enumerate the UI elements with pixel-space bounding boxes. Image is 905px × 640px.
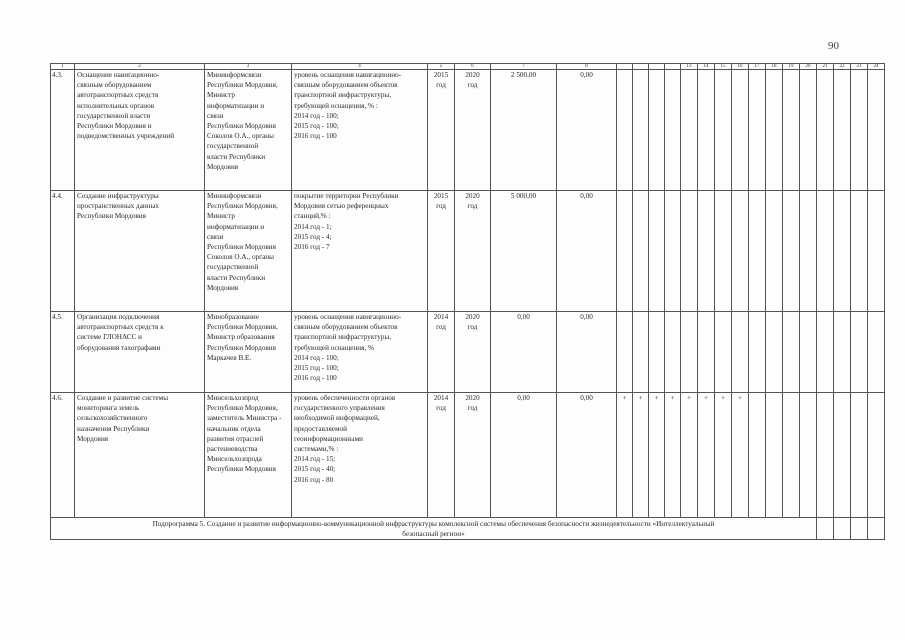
indicator-line: уровень оснащения навигационно- — [294, 71, 402, 79]
empty-cell — [766, 312, 783, 393]
indicator-line: уровень оснащения навигационно- — [294, 313, 402, 321]
indicator — [292, 393, 428, 518]
start-year-line: 2014 — [433, 313, 449, 321]
executor — [205, 191, 292, 312]
activity-name-line: исполнительных органов — [77, 101, 155, 110]
indicator-line: транспортной инфраструктуры, — [294, 91, 392, 100]
activity-name-line: автотранспортных средств — [77, 91, 159, 100]
indicator-line: уровень обеспеченности органов — [294, 394, 396, 402]
empty-cell — [834, 393, 851, 518]
header-cell: 16 — [732, 64, 749, 70]
executor-line: Республики Мордовия, — [207, 323, 278, 332]
empty-cell — [834, 312, 851, 393]
indicator-line: 2014 год - 100; — [294, 111, 339, 120]
indicator-line: геоинформационными — [294, 434, 363, 443]
executor-line: Республики Мордовия — [207, 122, 276, 131]
activity-name-line: сельскохозяйственного — [77, 414, 148, 423]
indicator-line: требующей оснащения, % — [294, 343, 375, 352]
header-cell: 6 — [455, 64, 491, 70]
empty-cell — [851, 518, 868, 540]
header-cell: 21 — [817, 64, 834, 70]
indicator-line: 2014 год - 15; — [294, 455, 336, 464]
empty-cell — [649, 191, 665, 312]
empty-cell — [868, 191, 885, 312]
indicator — [292, 312, 428, 393]
empty-cell — [783, 191, 800, 312]
start-year-line: год — [436, 404, 446, 413]
empty-cell — [732, 191, 749, 312]
start-year — [428, 312, 455, 393]
activity-name — [75, 393, 205, 518]
empty-cell — [800, 70, 817, 191]
empty-cell — [665, 312, 681, 393]
executor-line: Республики Мордовия, — [207, 202, 278, 211]
header-cell: 19 — [783, 64, 800, 70]
indicator-line: 2016 год - 100 — [294, 374, 337, 383]
activity-name-line: оборудования тахографами — [77, 343, 161, 352]
empty-cell — [633, 312, 649, 393]
page-number: 90 — [828, 40, 839, 52]
executor-line: Мордовия — [207, 283, 239, 292]
indicator-line: транспортной инфраструктуры, — [294, 333, 392, 342]
indicator-line: государственного управления — [294, 404, 385, 413]
indicator — [292, 70, 428, 191]
row-number: 4.5. — [51, 312, 75, 393]
empty-cell — [766, 191, 783, 312]
plus-mark: + — [681, 393, 698, 518]
empty-cell — [817, 312, 834, 393]
header-cell: 22 — [834, 64, 851, 70]
activity-name — [75, 70, 205, 191]
end-year-line: год — [467, 202, 478, 211]
activity-name-line: Мордовия — [77, 434, 109, 443]
empty-cell — [681, 70, 698, 191]
start-year-line: 2014 — [433, 394, 449, 402]
executor-line: государственной — [207, 263, 259, 272]
indicator-line: 2015 год - 4; — [294, 232, 332, 241]
empty-cell — [817, 518, 834, 540]
end-year — [455, 70, 491, 191]
start-year-line: год — [436, 202, 446, 211]
empty-cell — [715, 312, 732, 393]
funding-amount-2: 0,00 — [557, 70, 617, 191]
executor — [205, 393, 292, 518]
empty-cell — [649, 312, 665, 393]
empty-cell — [633, 191, 649, 312]
executor-line: Республики Мордовия — [207, 243, 276, 252]
end-year-line: 2020 — [465, 192, 480, 200]
activity-name-line: Создание инфраструктуры — [77, 192, 159, 200]
executor-line: государственной — [207, 142, 259, 151]
indicator-line: 2016 год - 80 — [294, 475, 334, 484]
executor — [205, 312, 292, 393]
header-cell: 13 — [681, 64, 698, 70]
empty-cell — [715, 70, 732, 191]
executor-line: Республики Мордовия, — [207, 81, 278, 90]
executor-line: Мининформсвязи — [207, 71, 262, 79]
funding-amount-2: 0,00 — [557, 312, 617, 393]
empty-cell — [783, 312, 800, 393]
header-cell: 3 — [205, 64, 292, 70]
activity-name — [75, 191, 205, 312]
empty-cell — [868, 393, 885, 518]
empty-cell — [800, 191, 817, 312]
executor-line: развития отраслей — [207, 434, 264, 443]
empty-cell — [783, 70, 800, 191]
indicator-line: связным оборудованием объектов — [294, 323, 398, 332]
start-year-line: год — [436, 81, 446, 90]
plus-mark: + — [715, 393, 732, 518]
executor-line: Министр образования — [207, 333, 275, 342]
executor-line: связи — [207, 232, 224, 241]
executor-line: информатизации и — [207, 222, 265, 231]
empty-cell — [698, 191, 715, 312]
empty-cell — [800, 393, 817, 518]
empty-cell — [766, 393, 783, 518]
end-year-line: год — [467, 81, 478, 90]
start-year — [428, 393, 455, 518]
empty-cell — [851, 393, 868, 518]
plus-mark: + — [617, 393, 633, 518]
empty-cell — [617, 312, 633, 393]
activity-name-line: пространственных данных — [77, 202, 160, 211]
table-row — [51, 70, 885, 191]
empty-cell — [617, 70, 633, 191]
empty-cell — [681, 191, 698, 312]
end-year-line: год — [467, 404, 478, 413]
empty-cell — [800, 312, 817, 393]
table-row — [51, 393, 885, 518]
empty-cell — [868, 312, 885, 393]
end-year-line: 2020 — [465, 394, 480, 402]
empty-cell — [868, 518, 885, 540]
executor-line: Республики Мордовия — [207, 343, 276, 352]
end-year-line: 2020 — [465, 313, 480, 321]
indicator-line: 2014 год - 100; — [294, 353, 339, 362]
executor-line: Минсельхозпрода — [207, 455, 262, 464]
executor-line: заместитель Министра - — [207, 414, 282, 423]
empty-cell — [783, 393, 800, 518]
activity-name-line: мониторинга земель — [77, 404, 140, 413]
header-cell: 15 — [715, 64, 732, 70]
empty-cell — [749, 70, 766, 191]
indicator-line: 2016 год - 100 — [294, 132, 337, 141]
empty-cell — [649, 70, 665, 191]
header-cell: 24 — [868, 64, 885, 70]
plus-mark: + — [665, 393, 681, 518]
row-number: 4.4. — [51, 191, 75, 312]
empty-cell — [851, 191, 868, 312]
funding-amount-2: 0,00 — [557, 191, 617, 312]
empty-cell — [834, 518, 851, 540]
activity-name-line: связным оборудованием — [77, 81, 152, 90]
indicator-line: покрытие территории Республики — [294, 192, 399, 200]
activity-name-line: Оснащение навигационно- — [77, 71, 160, 79]
empty-cell — [817, 70, 834, 191]
activity-name-line: подведомственных учреждений — [77, 132, 175, 141]
empty-cell — [851, 312, 868, 393]
empty-cell — [749, 312, 766, 393]
funding-amount-2: 0,00 — [557, 393, 617, 518]
end-year — [455, 312, 491, 393]
executor-line: власти Республики — [207, 273, 266, 282]
empty-cell — [749, 393, 766, 518]
empty-cell — [715, 191, 732, 312]
empty-cell — [851, 70, 868, 191]
empty-cell — [868, 70, 885, 191]
subprogram-row — [51, 518, 885, 540]
executor-line: власти Республики — [207, 152, 266, 161]
plus-mark: + — [649, 393, 665, 518]
indicator-line: 2014 год - 1; — [294, 222, 332, 231]
program-table — [50, 63, 885, 540]
plus-mark: + — [633, 393, 649, 518]
empty-cell — [698, 312, 715, 393]
header-cell: 5 — [428, 64, 455, 70]
plus-mark: + — [698, 393, 715, 518]
start-year-line: год — [436, 323, 446, 332]
empty-cell — [766, 70, 783, 191]
subprogram-title-line: Подпрограмма 5. Создание и развитие информационно-коммуникационной инфраструктуры комплексной системы обеспечения безопасности жизнедеятельности «Интеллектуальный — [152, 520, 715, 528]
activity-name-line: назначения Республики — [77, 424, 150, 433]
header-cell: 8 — [557, 64, 617, 70]
indicator-line: необходимой информацией, — [294, 414, 380, 423]
executor-line: Республики Мордовия, — [207, 404, 278, 413]
end-year-line: год — [467, 323, 478, 332]
header-cell: 2 — [75, 64, 205, 70]
executor-line: информатизации и — [207, 101, 265, 110]
executor — [205, 70, 292, 191]
indicator-line: системами,% : — [294, 445, 339, 454]
start-year — [428, 191, 455, 312]
empty-cell — [617, 191, 633, 312]
activity-name-line: Создание и развитие системы — [77, 394, 169, 402]
indicator-line: 2015 год - 100; — [294, 364, 339, 373]
executor-line: Республики Мордовия — [207, 465, 276, 474]
empty-cell — [665, 70, 681, 191]
indicator-line: 2015 год - 40; — [294, 465, 336, 474]
executor-line: Маркачев В.Е. — [207, 353, 252, 362]
header-cell: 20 — [800, 64, 817, 70]
header-cell: 18 — [766, 64, 783, 70]
indicator-line: 2016 год - 7 — [294, 243, 330, 252]
empty-cell — [834, 191, 851, 312]
empty-cell — [698, 70, 715, 191]
activity-name-line: системе ГЛОНАСС и — [77, 333, 143, 342]
header-cell: 1 — [51, 64, 75, 70]
row-number: 4.6. — [51, 393, 75, 518]
empty-cell — [633, 70, 649, 191]
indicator-line: связным оборудованием объектов — [294, 81, 398, 90]
empty-cell — [732, 312, 749, 393]
executor-line: Минобразование — [207, 313, 259, 321]
empty-cell — [817, 393, 834, 518]
header-cell: 14 — [698, 64, 715, 70]
executor-line: Мининформсвязи — [207, 192, 262, 200]
executor-line: растениеводства — [207, 445, 258, 454]
subprogram-title-line: безопасный регион» — [402, 530, 465, 539]
funding-amount: 0,00 — [491, 312, 557, 393]
end-year — [455, 393, 491, 518]
table-row — [51, 191, 885, 312]
end-year — [455, 191, 491, 312]
executor-line: Министр — [207, 91, 235, 100]
executor-line: Минсельхозпрод — [207, 394, 259, 402]
empty-cell — [749, 191, 766, 312]
header-cell: 4 — [292, 64, 428, 70]
activity-name-line: Республики Мордовия — [77, 212, 146, 221]
plus-mark: + — [732, 393, 749, 518]
indicator — [292, 191, 428, 312]
header-cell: 23 — [851, 64, 868, 70]
executor-line: Соколов О.А., органы — [207, 253, 274, 262]
start-year — [428, 70, 455, 191]
funding-amount: 0,00 — [491, 393, 557, 518]
indicator-line: станций,% : — [294, 212, 331, 221]
executor-line: Министр — [207, 212, 235, 221]
empty-cell — [817, 191, 834, 312]
row-number: 4.3. — [51, 70, 75, 191]
empty-cell — [681, 312, 698, 393]
executor-line: Соколов О.А., органы — [207, 132, 274, 141]
activity-name — [75, 312, 205, 393]
executor-line: Мордовия — [207, 162, 239, 171]
funding-amount: 2 500,00 — [491, 70, 557, 191]
empty-cell — [834, 70, 851, 191]
funding-amount: 5 000,00 — [491, 191, 557, 312]
executor-line: связи — [207, 111, 224, 120]
indicator-line: предоставляемой — [294, 424, 347, 433]
subprogram-title — [51, 518, 817, 540]
empty-cell — [665, 191, 681, 312]
end-year-line: 2020 — [465, 71, 480, 79]
executor-line: начальник отдела — [207, 424, 261, 433]
start-year-line: 2015 — [433, 192, 449, 200]
indicator-line: требующей оснащения, % : — [294, 101, 378, 110]
empty-cell — [732, 70, 749, 191]
table-row — [51, 312, 885, 393]
start-year-line: 2015 — [433, 71, 449, 79]
activity-name-line: государственной власти — [77, 111, 151, 120]
header-cell: 7 — [491, 64, 557, 70]
header-cell: 17 — [749, 64, 766, 70]
indicator-line: Мордовия сетью референцных — [294, 202, 389, 211]
activity-name-line: Республики Мордовия и — [77, 122, 152, 131]
activity-name-line: автотранспортных средств к — [77, 323, 164, 332]
activity-name-line: Организация подключения — [77, 313, 160, 321]
indicator-line: 2015 год - 100; — [294, 122, 339, 131]
